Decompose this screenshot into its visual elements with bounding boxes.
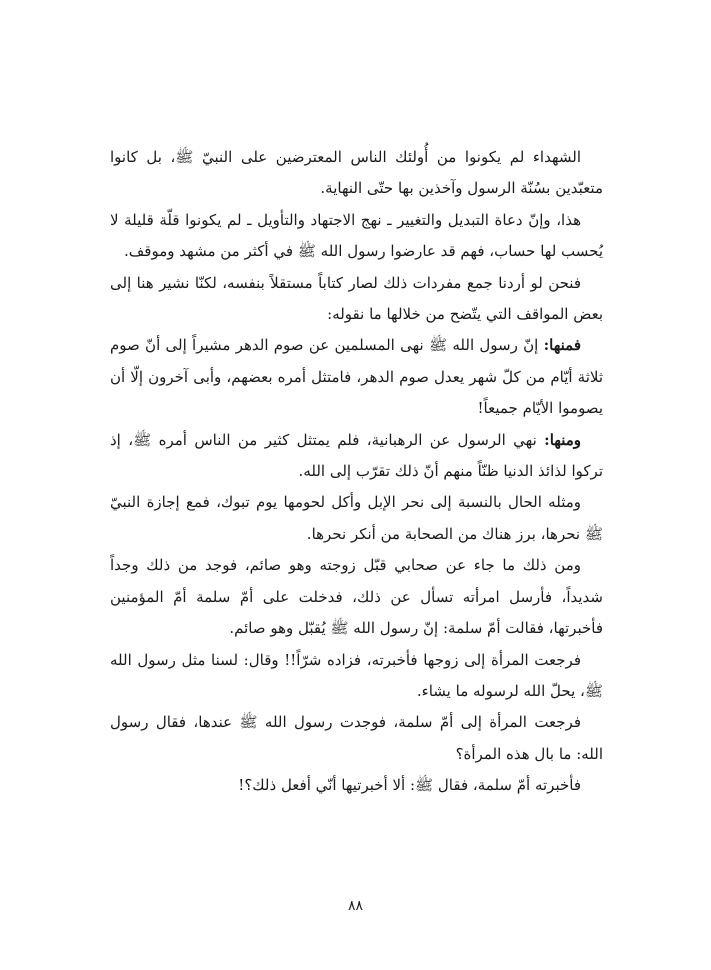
paragraph-2: هذا، وإنّ دعاة التبديل والتغيير ـ نهج الاجتهاد والتأويل ـ لم يكونوا قلّة قليلة لا يُحسب لها حساب، فهم قد عارضوا رسول الله ﷺ في أكثر من مشهد وموقف. [110,210,603,261]
paragraph-5: ومنها: نهي الرسول عن الرهبانية، فلم يمتثل كثير من الناس أمره ﷺ، إذ تركوا لذائذ الدنيا ظنّاً منهم أنّ ذلك تقرّب إلى الله. [110,430,603,481]
paragraph-10: فأخبرته أمّ سلمة، فقال ﷺ: ألا أخبرتيها أنّي أفعل ذلك؟! [238,776,581,795]
paragraph-8: فرجعت المرأة إلى زوجها فأخبرته، فزاده شرّاً!! وقال: لسنا مثل رسول الله ﷺ، يحلّ الله لرسوله ما يشاء. [110,650,603,700]
paragraph-1: الشهداء لم يكونوا من أُولئك الناس المعترضين على النبيّ ﷺ، بل كانوا متعبّدين بسُنّة الرسول وآخذين بها حتّى النهاية. [110,148,603,198]
paragraph-4: فمنها: إنّ رسول الله ﷺ نهى المسلمين عن صوم الدهر مشيراً إلى أنّ صوم ثلاثة أيّام من كلّ شهر يعدل صوم الدهر، فامتثل أمره بعضهم، وأبى آخرون إلّا أن يصوموا الأيّام جميعاً! [110,336,603,418]
paragraph-6: ومثله الحال بالنسبة إلى نحر الإبل وأكل لحومها يوم تبوك، فمع إجازة النبيّ ﷺ نحرها، برز هناك من الصحابة من أنكر نحرها. [110,493,603,543]
body-text [110,142,603,802]
page-number: ٨٨ [347,898,364,914]
paragraph-3: فنحن لو أردنا جمع مفردات ذلك لصار كتاباً مستقلاً بنفسه، لكنّا نشير هنا إلى بعض المواقف التي يتّضح من خلالها ما نقوله: [110,273,603,324]
paragraph-7: ومن ذلك ما جاء عن صحابي قبّل زوجته وهو صائم، فوجد من ذلك وجداً شديداً، فأرسل امرأته تسأل عن ذلك، فدخلت على أمّ سلمة أمّ المؤمنين فأخبرتها، فقالت أمّ سلمة: إنّ رسول الله ﷺ يُقبّل وهو صائم. [110,556,603,638]
paragraph-9: فرجعت المرأة إلى أمّ سلمة، فوجدت رسول الله ﷺ عندها، فقال رسول الله: ما بال هذه المرأة؟ [110,713,603,763]
